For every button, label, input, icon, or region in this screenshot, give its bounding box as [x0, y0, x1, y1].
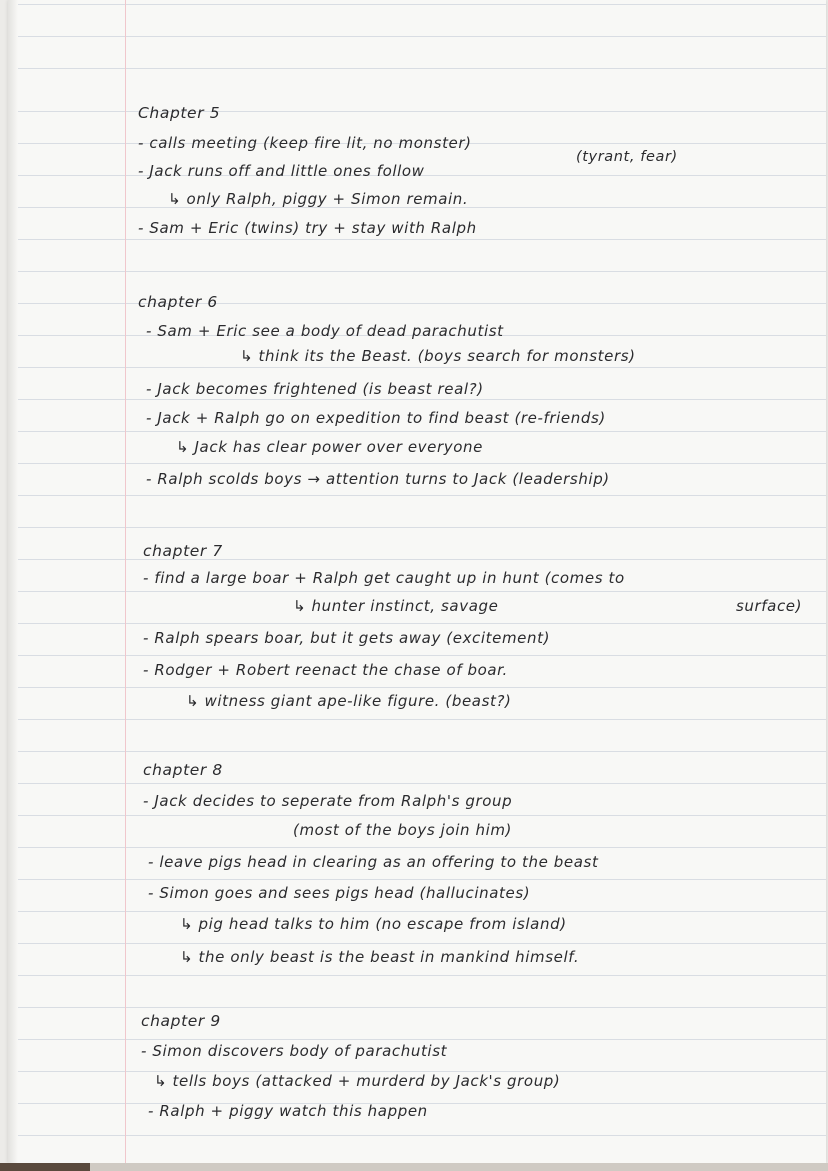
- chapter-7-line-6: ↳ witness giant ape-like figure. (beast?): [186, 692, 512, 710]
- chapter-5-line-4: - Sam + Eric (twins) try + stay with Ralph: [138, 219, 477, 237]
- chapter-8-line-3: - leave pigs head in clearing as an offering to the beast: [148, 853, 599, 871]
- handwritten-notes: [8, 0, 826, 1163]
- chapter-5-line-3: ↳ only Ralph, piggy + Simon remain.: [168, 190, 469, 208]
- chapter-7-heading: chapter 7: [143, 542, 223, 560]
- desk-shadow: [0, 1163, 90, 1171]
- chapter-8-line-5: ↳ pig head talks to him (no escape from island): [180, 915, 567, 933]
- chapter-6-line-6: - Ralph scolds boys → attention turns to Jack (leadership): [146, 470, 610, 488]
- chapter-9-line-1: - Simon discovers body of parachutist: [141, 1042, 448, 1060]
- desk-surface: [0, 1163, 828, 1171]
- chapter-9-line-2: ↳ tells boys (attacked + murderd by Jack's group): [154, 1072, 561, 1090]
- chapter-6-line-3: - Jack becomes frightened (is beast real?): [146, 380, 484, 398]
- notebook-page: [8, 0, 826, 1163]
- chapter-8-line-1: - Jack decides to seperate from Ralph's group: [143, 792, 513, 810]
- chapter-7-line-1: - find a large boar + Ralph get caught up in hunt (comes to: [143, 569, 625, 587]
- chapter-7-line-5: - Rodger + Robert reenact the chase of boar.: [143, 661, 508, 679]
- chapter-5-aside: (tyrant, fear): [576, 149, 678, 165]
- chapter-7-line-2: ↳ hunter instinct, savage: [293, 597, 499, 615]
- chapter-5-line-2: - Jack runs off and little ones follow: [138, 162, 425, 180]
- chapter-7-line-3: surface): [736, 597, 803, 615]
- chapter-7-line-4: - Ralph spears boar, but it gets away (excitement): [143, 629, 551, 647]
- chapter-5-heading: Chapter 5: [138, 104, 221, 122]
- chapter-6-line-4: - Jack + Ralph go on expedition to find beast (re-friends): [146, 409, 606, 427]
- chapter-8-line-2: (most of the boys join him): [293, 821, 513, 839]
- chapter-8-heading: chapter 8: [143, 761, 223, 779]
- chapter-5-line-1: - calls meeting (keep fire lit, no monster): [138, 134, 472, 152]
- chapter-6-line-1: - Sam + Eric see a body of dead parachutist: [146, 322, 504, 340]
- chapter-6-heading: chapter 6: [138, 293, 218, 311]
- chapter-6-line-2: ↳ think its the Beast. (boys search for monsters): [240, 347, 636, 365]
- chapter-9-heading: chapter 9: [141, 1012, 221, 1030]
- chapter-6-line-5: ↳ Jack has clear power over everyone: [176, 438, 483, 456]
- chapter-9-line-3: - Ralph + piggy watch this happen: [148, 1102, 428, 1120]
- chapter-8-line-4: - Simon goes and sees pigs head (hallucinates): [148, 884, 531, 902]
- chapter-8-line-6: ↳ the only beast is the beast in mankind himself.: [180, 948, 580, 966]
